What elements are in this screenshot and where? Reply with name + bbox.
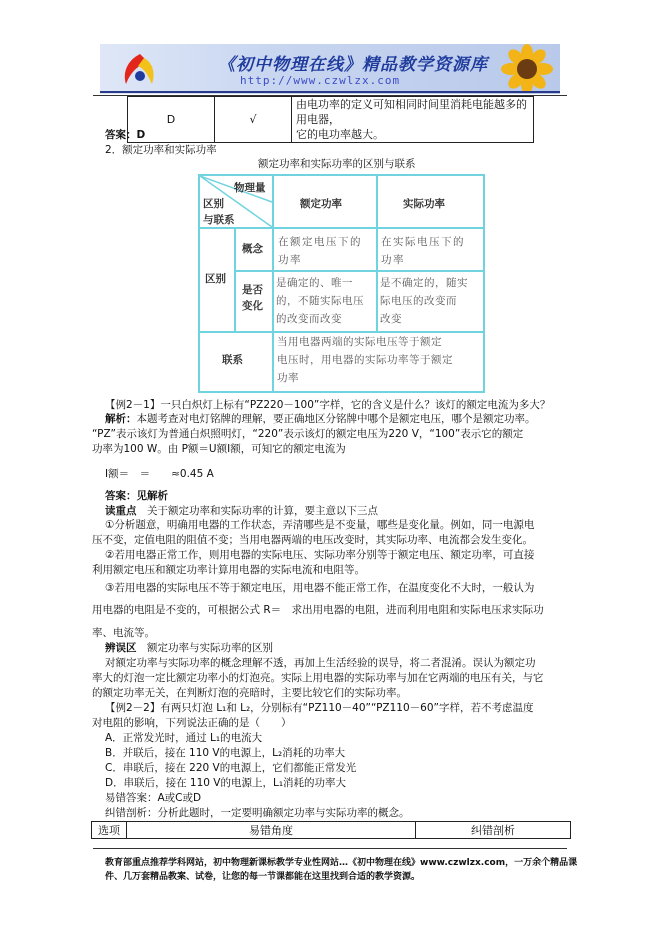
change-rated: 是确定的、唯一 的，不随实际电压 的改变而改变 <box>276 277 364 325</box>
table-caption: 额定功率和实际功率的区别与联系 <box>258 158 416 170</box>
analysis-line: 由电功率的定义可知相同时间里消耗电能越多的用电器， <box>296 98 527 126</box>
banner-url[interactable]: http://www.czwlzx.com <box>240 74 401 87</box>
change-actual: 是不确定的，随实 际电压的改变而 改变 <box>380 277 468 325</box>
concept-actual: 在实际电压下的 功率 <box>381 236 465 266</box>
reading-line: 率、电流等。 <box>92 627 155 639</box>
row-concept: 概念 <box>242 243 263 255</box>
reading-line: ①分析题意，明确用电器的工作状态，弄清哪些是不变量，哪些是变化量。例如，同一电源电 <box>105 519 535 531</box>
footer-line: 件、几万套精品教案、试卷，让您的每一节课都能在这里找到合适的教学资源。 <box>105 872 421 882</box>
diag-header-relation: 与联系 <box>203 214 235 226</box>
wrong-analysis: 纠错剖析：分析此题时，一定要明确额定功率与实际功率的概念。 <box>105 807 410 819</box>
analysis-line: 它的电功率越大。 <box>296 128 384 141</box>
col-option: 选项 <box>92 822 127 839</box>
option-a: A．正常发光时，通过 L₁的电流大 <box>105 732 263 744</box>
header-banner <box>100 44 560 94</box>
footer-text <box>105 856 578 884</box>
reading-line: ③若用电器的实际电压不等于额定电压，用电器不能正常工作，在温度变化不大时，一般认为 <box>105 582 535 594</box>
option-table <box>127 96 534 143</box>
option-cell: D <box>128 97 215 143</box>
reading-line: ②若用电器正常工作，则用电器的实际电压、实际功率分别等于额定电压、额定功率，可直接 <box>105 549 535 561</box>
check-mark-icon: √ <box>215 97 292 143</box>
answer-analysis-table <box>91 821 571 839</box>
row-change-1: 是否 <box>242 284 263 296</box>
answer-1: 答案：D <box>105 129 146 141</box>
option-b: B．并联后，接在 110 V的电源上，L₂消耗的功率大 <box>105 747 346 759</box>
example-2-question: 【例2－2】有两只灯泡 L₁和 L₂，分别标有“PZ110－40”“PZ110－60”字样，若不考虑温度 <box>105 702 534 714</box>
banner-rule <box>100 91 560 93</box>
relation-text: 当用电器两端的实际电压等于额定 电压时，用电器的实际功率等于额定 功率 <box>277 336 453 384</box>
row-change-2: 变化 <box>242 300 263 312</box>
example-1-formula: I额＝ ＝ ≈0.45 A <box>105 468 214 480</box>
concept-rated: 在额定电压下的 功率 <box>278 236 362 266</box>
site-logo-icon <box>118 52 162 86</box>
example-2-question-line: 对电阻的影响，下列说法正确的是（ ） <box>92 717 292 729</box>
comparison-table <box>198 174 485 393</box>
banner-title: 《初中物理在线》精品教学资源库 <box>218 55 488 75</box>
wrong-answer: 易错答案：A或C或D <box>105 792 202 804</box>
option-d: D．串联后，接在 110 V的电源上，L₁消耗的功率大 <box>105 777 347 789</box>
footer-line: 教育部重点推荐学科网站，初中物理新课标教学专业性网站…《初中物理在线》www.czwlzx.com，一万余个精品课 <box>105 858 578 868</box>
example-1-question: 【例2－1】一只白炽灯上标有“PZ220－100”字样，它的含义是什么？该灯的额定电流为多大？ <box>105 399 551 411</box>
reading-line: 利用额定电压和额定功率计算用电器的实际电流和电阻等。 <box>92 564 365 576</box>
reading-heading: 读重点 关于额定功率和实际功率的计算，要主意以下三点 <box>105 505 378 517</box>
confusion-line: 的额定功率无关，在判断灯泡的亮暗时，主要比较它们的实际功率。 <box>92 687 407 699</box>
col-actual-power: 实际功率 <box>403 198 445 210</box>
example-1-analysis-line: “PZ”表示该灯为普通白炽照明灯，“220”表示该灯的额定电压为220 V，“100”表示它的额定 <box>92 428 524 440</box>
example-1-analysis-line: 功率为100 W。由 P额＝U额I额，可知它的额定电流为 <box>92 443 346 455</box>
footer-divider <box>93 848 567 849</box>
row-relation: 联系 <box>222 354 243 366</box>
diag-header-diff: 区别 <box>203 198 224 210</box>
sunflower-icon <box>495 44 560 92</box>
diag-header-quantity: 物理量 <box>234 182 266 194</box>
row-group-difference: 区别 <box>205 273 226 285</box>
reading-line: 压不变，定值电阻的阻值不变；当用电器两端的电压改变时，其实际功率、电流都会发生变化。 <box>92 534 533 546</box>
analysis-cell <box>292 97 534 143</box>
reading-line: 用电器的电阻是不变的，可根据公式 R＝ 求出用电器的电阻，进而利用电阻和实际电压求实际功 <box>92 604 544 616</box>
confusion-line: 率大的灯泡一定比额定功率小的灯泡亮。实际上用电器的实际功率与加在它两端的电压有关，与它 <box>92 672 544 684</box>
col-error-angle: 易错角度 <box>127 822 416 839</box>
section-heading: 2．额定功率和实际功率 <box>105 144 217 156</box>
example-1-analysis: 解析：本题考查对电灯铭牌的理解，要正确地区分铭牌中哪个是额定电压，哪个是额定功率。 <box>105 413 536 425</box>
col-rated-power: 额定功率 <box>300 198 342 210</box>
option-c: C．串联后，接在 220 V的电源上，它们都能正常发光 <box>105 762 357 774</box>
col-correction: 纠错剖析 <box>416 822 571 839</box>
confusion-heading: 辨误区 额定功率与实际功率的区别 <box>105 642 273 654</box>
confusion-line: 对额定功率与实际功率的概念理解不透，再加上生活经验的误导，将二者混淆。误认为额定功 <box>105 657 536 669</box>
example-1-answer: 答案：见解析 <box>105 490 168 502</box>
